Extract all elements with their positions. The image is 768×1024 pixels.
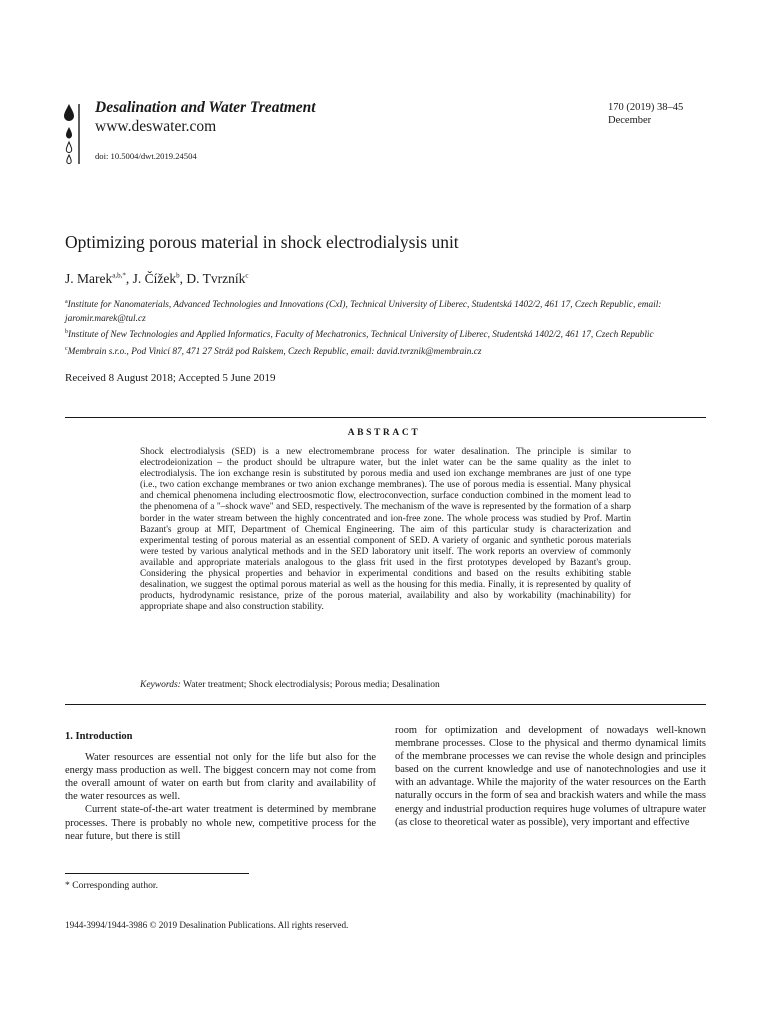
abstract-text: Shock electrodialysis (SED) is a new electromembrane process for water desalination. The principle is similar to electrodeionization – the product should be ultrapure water, but the inlet water can be the same quality as the inlet to electrodialysis. The ion exchange resin is substituted by porous media and used ion exchange membranes are just of one type (i.e., two cation exchange membranes or two anion exchange membranes). The use of porous media is essential. Many physical and chemical phenomena including electroosmotic flow, electroconvection, surface conduction combined in the moment lead to the phenomena of a "–shock wave" and SED, respectively. The mechanism of the wave is represented by the formation of a sharp border in the water stream between the highly concentrated and ion-free zone. The whole process was studied by Prof. Martin Bazant's group at MIT, Department of Chemical Engineering. The aim of this particular study is characterization and experimental testing of porous material as an essential component of SED. A variety of organic and synthetic porous materials were tested by various analytical methods and in the SED laboratory unit itself. The work reports an overview of commonly available and appropriate materials analogous to the glass frit used in the first prototypes developed by Bazant's group. Considering the physical properties and behavior in experimental conditions and based on the results exhibiting stable desalination, we suggest the optimal porous material as well as the housing for this media. Finally, it is represented by quality of products, hydrodynamic resistance, prize of the porous material, availability and also by workability (machinability) for appropriate shape and also construction stability. xyxy=(140,447,631,613)
author-name: D. Tvrzník xyxy=(186,271,246,286)
affil-marker: c xyxy=(65,345,68,352)
paragraph: room for optimization and development of nowadays well-known membrane processes. Close to the physical and thermo dynamical limits of the membrane processes we can revise the whole design and principles based on the current knowledge and use of nanotechnologies and use it with an advantage. While the majority of the water resources on the Earth naturally occurs in the form of sea and brackish waters and while the mass energy and industrial production requires huge volumes of ultrapure water (as close to theoretical water as possible), very important and effective xyxy=(395,725,706,828)
volume-info xyxy=(608,101,683,127)
author-separator: , xyxy=(125,271,133,286)
author-name: J. Marek xyxy=(65,271,113,286)
paragraph: Current state-of-the-art water treatment is determined by membrane processes. There is probably no whole new, competitive process for the near future, but there is still xyxy=(65,804,376,842)
body-column-right xyxy=(395,724,706,829)
author-affil-marker: c xyxy=(245,271,249,280)
footnote: * Corresponding author. xyxy=(65,880,158,891)
received-dates: Received 8 August 2018; Accepted 5 June 2019 xyxy=(65,372,276,384)
keywords-label: Keywords: xyxy=(140,680,181,690)
body-column-left xyxy=(65,730,376,843)
paragraph: Water resources are essential not only for the life but also for the energy mass production as well. The biggest concern may not come from the overall amount of water on earth but from clarity and availability of the water resources as well. xyxy=(65,752,376,803)
divider xyxy=(65,704,706,705)
author-separator: , xyxy=(179,271,187,286)
doi[interactable]: doi: 10.5004/dwt.2019.24504 xyxy=(95,151,197,161)
affil-text: Institute for Nanomaterials, Advanced Technologies and Innovations (CxI), Technical University of Liberec, Studentská 1402/2, 461 17, Czech Republic, email: jaromir.marek@tul.cz xyxy=(65,300,662,324)
keywords-list: Water treatment; Shock electrodialysis; Porous media; Desalination xyxy=(183,680,440,690)
section-heading: 1. Introduction xyxy=(65,731,133,742)
author-name: J. Čížek xyxy=(132,271,177,286)
volume-pages: 170 (2019) 38–45 xyxy=(608,102,684,113)
author-affil-marker: a,b,* xyxy=(112,271,126,280)
author-list xyxy=(65,271,248,287)
journal-url[interactable]: www.deswater.com xyxy=(95,118,217,135)
affiliations xyxy=(65,296,685,359)
affil-marker: a xyxy=(65,299,68,305)
footnote-divider xyxy=(65,873,249,874)
author-affil-marker: b xyxy=(176,271,180,280)
affiliation xyxy=(65,343,685,360)
issue-month: December xyxy=(608,115,652,126)
divider xyxy=(65,417,706,418)
affiliation xyxy=(65,296,685,326)
keywords xyxy=(140,680,440,690)
journal-name: Desalination and Water Treatment xyxy=(95,99,316,116)
copyright: 1944-3994/1944-3986 © 2019 Desalination Publications. All rights reserved. xyxy=(65,920,349,930)
affiliation xyxy=(65,326,685,343)
abstract-heading: ABSTRACT xyxy=(347,428,421,438)
journal-logo-icon xyxy=(62,102,84,166)
affil-text: Institute of New Technologies and Applied Informatics, Faculty of Mechatronics, Technical University of Liberec, Studentská 1402/2, 461 17, Czech Republic xyxy=(68,330,654,341)
affil-marker: b xyxy=(65,329,68,336)
affil-text: Membrain s.r.o., Pod Vinicí 87, 471 27 Stráž pod Ralskem, Czech Republic, email: david.tvrznik@membrain.cz xyxy=(67,346,482,357)
article-title: Optimizing porous material in shock electrodialysis unit xyxy=(65,232,459,252)
